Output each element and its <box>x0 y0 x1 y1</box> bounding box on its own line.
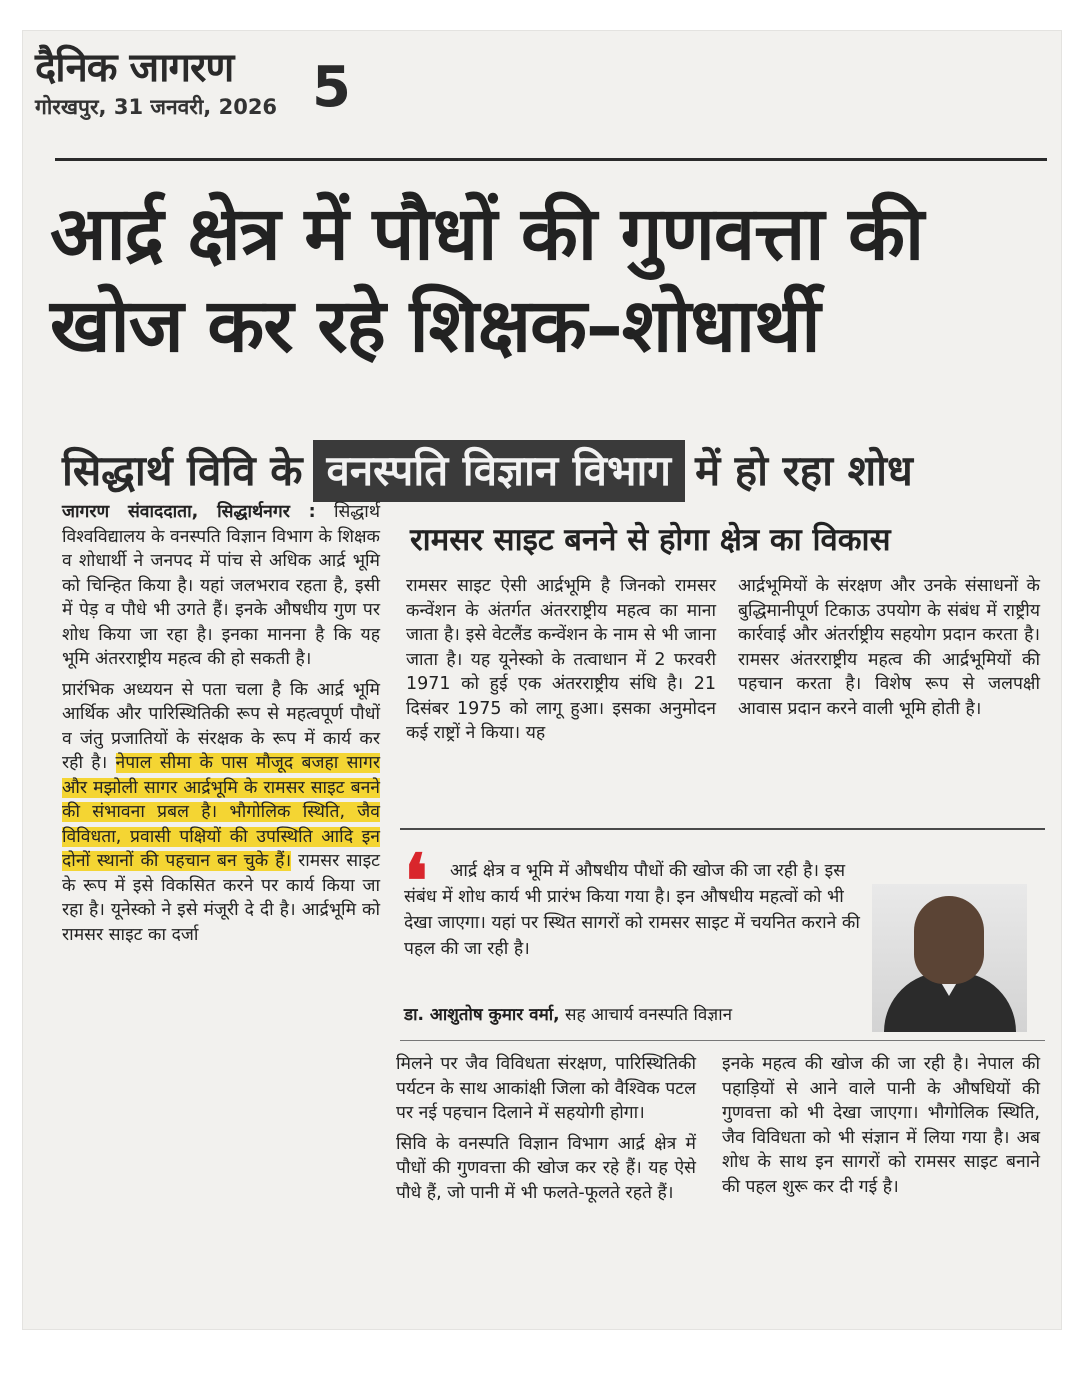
col1-para-1: सिद्धार्थ विश्वविद्यालय के वनस्पति विज्ञान विभाग के शिक्षक व शोधार्थी ने जनपद में पांच से अधिक आर्द्र भूमि को चिन्हित किया है। यहां जलभराव रहता है, इसी में पेड़ व पौधे भी उगते हैं। इनके औषधीय गुण पर शोध किया जा रहा है। इनका मानना है कि यह भूमि अंतरराष्ट्रीय महत्व की हो सकती है। <box>62 502 380 669</box>
expert-role: सह आचार्य वनस्पति विज्ञान <box>565 1005 733 1025</box>
box-divider <box>400 828 1045 830</box>
subheadline <box>62 433 913 503</box>
col1-para-2: प्रारंभिक अध्ययन से पता चला है कि आर्द्र भूमि आर्थिक और पारिस्थितिकी रूप से महत्वपूर्ण पौधों व जंतु प्रजातियों के संरक्षक के रूप में कार्य कर रही है। <box>62 679 380 773</box>
quote-divider <box>400 1040 1045 1041</box>
quote-mark-icon: ❛ <box>404 839 428 925</box>
box-left-column: रामसर साइट ऐसी आर्द्रभूमि है जिनको रामसर कन्वेंशन के अंतर्गत अंतरराष्ट्रीय महत्व का माना जाता है। इसे वेटलैंड कन्वेंशन के नाम से भी जाना जाता है। यह यूनेस्को के तत्वाधान में 2 फरवरी 1971 को हुई एक अंतरराष्ट्रीय संधि है। 21 दिसंबर 1975 को लागू हुआ। इसका अनुमोदन कई राष्ट्रों ने किया। यह <box>406 576 716 743</box>
highlighted-text: नेपाल सीमा के पास मौजूद बजहा सागर और मझोली सागर आर्द्रभूमि के रामसर साइट बनने की संभावना प्रबल है। भौगोलिक स्थिति, जैव विविधता, प्रवासी पक्षियों की उपस्थिति आदि इन दोनों स्थानों की पहचान बन चुके हैं। <box>62 753 380 871</box>
subhead-pre: सिद्धार्थ विवि के <box>62 445 303 495</box>
headline <box>50 188 1050 372</box>
col2-para-1: मिलने पर जैव विविधता संरक्षण, पारिस्थितिकी पर्यटन के साथ आकांक्षी जिला को वैश्विक पटल पर नई पहचान दिलाने में सहयोगी होगा। <box>396 1054 696 1123</box>
subhead-post: में हो रहा शोध <box>695 445 913 495</box>
expert-photo <box>872 884 1027 1032</box>
quote-text: आर्द्र क्षेत्र व भूमि में औषधीय पौधों की खोज की जा रही है। इस संबंध में शोध कार्य भी प्रारंभ किया गया है। इन औषधीय महत्वों को भी देखा जाएगा। यहां पर स्थित सागरों को रामसर साइट में चयनित कराने की पहल की जा रही है। <box>404 861 860 959</box>
expert-name: डा. आशुतोष कुमार वर्मा, <box>404 1005 560 1025</box>
masthead <box>35 38 277 121</box>
column-2 <box>396 1052 696 1211</box>
expert-quote <box>404 858 864 962</box>
box-headline: रामसर साइट बनने से होगा क्षेत्र का विकास <box>410 522 891 558</box>
quote-attribution <box>404 1002 732 1025</box>
subhead-boxed: वनस्पति विज्ञान विभाग <box>313 440 686 502</box>
byline: जागरण संवाददाता, सिद्धार्थनगर : <box>62 502 316 522</box>
column-1 <box>62 500 380 953</box>
dateline: गोरखपुर, 31 जनवरी, 2026 <box>35 95 278 119</box>
column-3 <box>722 1052 1040 1205</box>
col3-para-1: इनके महत्व की खोज की जा रही है। नेपाल की पहाड़ियों से आने वाले पानी के औषधियों की गुणवत्ता को भी देखा जाएगा। भौगोलिक स्थिति, जैव विविधता को भी संज्ञान में लिया गया है। अब शोध के साथ इन सागरों को रामसर साइट बनाने की पहल शुरू कर दी गई है। <box>722 1054 1040 1197</box>
top-rule <box>55 158 1047 161</box>
col2-para-2: सिवि के वनस्पति विज्ञान विभाग आर्द्र क्षेत्र में पौधों की गुणवत्ता की खोज कर रहे हैं। यह ऐसे पौधे हैं, जो पानी में भी फलते-फूलते रहते हैं। <box>396 1133 696 1203</box>
headline-line-2: खोज कर रहे शिक्षक–शोधार्थी <box>50 283 820 369</box>
col1-para-2-tail: रामसर साइट के रूप में इसे विकसित करने पर कार्य किया जा रहा है। यूनेस्को ने इसे मंजूरी दे दी है। आर्द्रभूमि को रामसर साइट का दर्जा <box>62 851 380 945</box>
headline-line-1: आर्द्र क्षेत्र में पौधों की गुणवत्ता की <box>50 191 924 277</box>
newspaper-name: दैनिक जागरण <box>35 45 234 91</box>
box-right-column: आर्द्रभूमियों के संरक्षण और उनके संसाधनों के बुद्धिमानीपूर्ण टिकाऊ उपयोग के संबंध में राष्ट्रीय कार्रवाई और अंतर्राष्ट्रीय सहयोग प्रदान करता है। रामसर अंतरराष्ट्रीय महत्व की आर्द्रभूमियों की पहचान करता है। विशेष रूप से जलपक्षी आवास प्रदान करने वाली भूमि होती है। <box>738 576 1040 719</box>
page-number: 5 <box>312 55 351 120</box>
